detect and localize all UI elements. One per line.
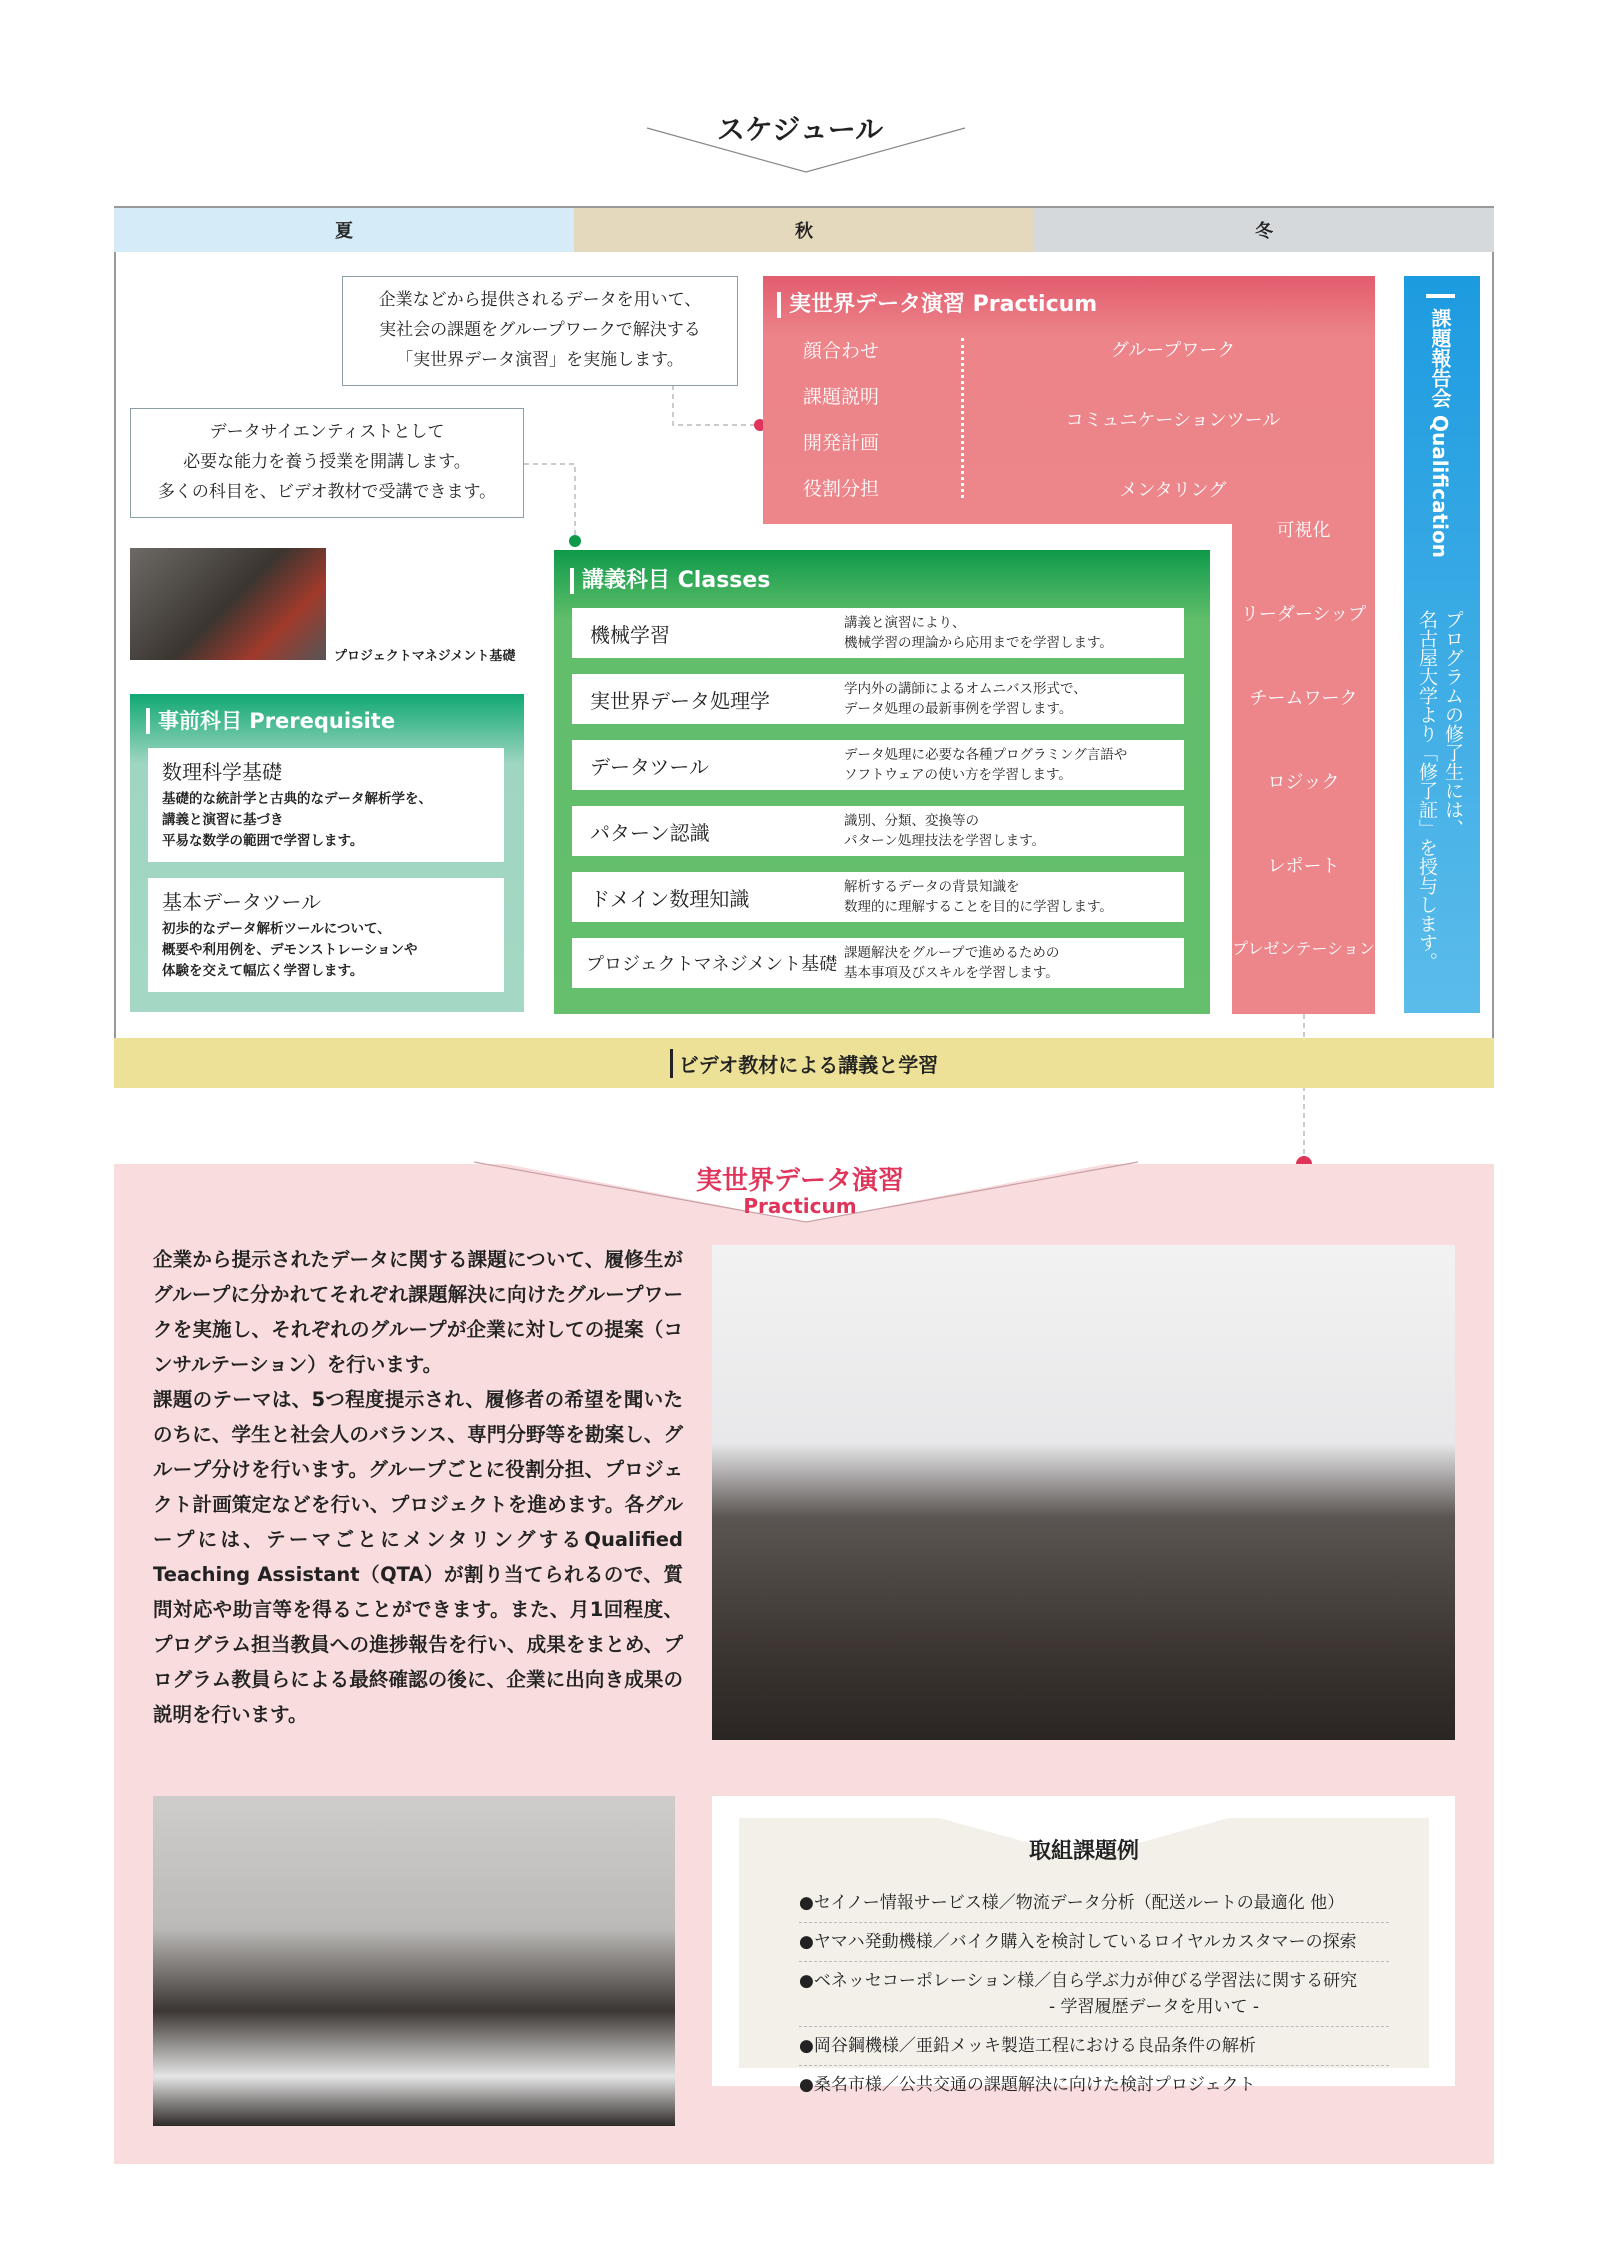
season-autumn: 秋 (574, 208, 1034, 252)
class-name: 機械学習 (590, 622, 670, 647)
example-item: ●セイノー情報サービス様／物流データ分析（配送ルートの最適化 他） (799, 1884, 1389, 1923)
tool-item: グループワーク (1110, 340, 1236, 361)
qualification-text-2: 名古屋大学より「修了証」を授与します。 (1416, 610, 1438, 971)
season-winter: 冬 (1034, 208, 1494, 252)
example-item: ●ヤマハ発動機様／バイク購入を検討しているロイヤルカスタマーの探索 (799, 1923, 1389, 1962)
example-item: ●桑名市様／公共交通の課題解決に向けた検討プロジェクト (799, 2075, 1256, 2095)
practicum-block (763, 276, 1375, 524)
class-row (572, 938, 1184, 988)
examples-panel (712, 1796, 1455, 2095)
presentation-photo (153, 1796, 675, 2126)
practicum-section-subtitle: Practicum (743, 1194, 857, 1218)
class-desc: 講義と演習により、 機械学習の理論から応用までを学習します。 (844, 615, 1113, 651)
skill-item: レポート (1267, 856, 1340, 877)
class-name: プロジェクトマネジメント基礎 (586, 954, 838, 975)
callout-line: 「実世界データ演習」を実施します。 (396, 350, 684, 370)
skill-item: ロジック (1267, 772, 1340, 793)
example-item: ●岡谷鋼機様／亜鉛メッキ製造工程における良品条件の解析 (799, 2027, 1389, 2066)
step-item: 課題説明 (803, 386, 880, 408)
class-name: 実世界データ処理学 (590, 688, 770, 713)
paragraph: 企業から提示されたデータに関する課題について、履修生がグループに分かれてそれぞれ課題解決に向けたグループワークを実施し、それぞれのグループが企業に対しての提案（コンサルテーション）を行います。 (153, 1248, 683, 1376)
practicum-section-title: 実世界データ演習 (695, 1166, 904, 1196)
skill-item: 可視化 (1276, 520, 1331, 541)
classes-block (554, 550, 1210, 1014)
prereq-desc: 体験を交えて幅広く学習します。 (162, 963, 364, 979)
practicum-callout (342, 276, 738, 386)
qualification-text-1: プログラムの修了生には、 (1442, 610, 1464, 838)
tool-item: コミュニケーションツール (1065, 410, 1281, 431)
qualification-block (1404, 276, 1480, 1013)
prereq-desc: 概要や利用例を、デモンストレーションや (162, 942, 418, 958)
class-row (572, 806, 1184, 856)
callout-line: 必要な能力を養う授業を開講します。 (183, 452, 471, 472)
class-desc: 解析するデータの背景知識を 数理的に理解することを目的に学習します。 (844, 879, 1113, 915)
skill-item: チームワーク (1249, 688, 1358, 709)
skill-item: リーダーシップ (1240, 604, 1367, 625)
season-summer: 夏 (114, 208, 574, 252)
video-bar-label: ビデオ教材による講義と学習 (670, 1049, 939, 1078)
prereq-desc: 基礎的な統計学と古典的なデータ解析学を、 (162, 791, 432, 807)
prerequisite-block (130, 694, 524, 1012)
class-desc: 課題解決をグループで進めるための 基本事項及びスキルを学習します。 (844, 945, 1060, 981)
practicum-description (153, 1242, 683, 1732)
callout-line: 実社会の課題をグループワークで解決する (379, 320, 701, 340)
class-row (572, 740, 1184, 790)
class-row (572, 872, 1184, 922)
prerequisite-item (148, 878, 504, 992)
step-item: 役割分担 (803, 478, 880, 500)
class-row (572, 674, 1184, 724)
example-item: ●ベネッセコーポレーション様／自ら学ぶ力が伸びる学習法に関する研究 (799, 1971, 1358, 1991)
practicum-heading: 実世界データ演習 Practicum (777, 292, 1097, 318)
callout-line: 企業などから提供されるデータを用いて、 (378, 290, 702, 310)
prereq-desc: 講義と演習に基づき (162, 812, 284, 828)
photo-caption: プロジェクトマネジメント基礎 (334, 649, 516, 664)
dotted-divider (961, 338, 964, 498)
prereq-desc: 平易な数学の範囲で学習します。 (162, 833, 364, 849)
group-work-photo (712, 1245, 1455, 1740)
prerequisite-item (148, 748, 504, 862)
class-name: ドメイン数理知識 (590, 886, 750, 911)
skill-item: プレゼンテーション (1232, 939, 1375, 958)
prerequisite-heading: 事前科目 Prerequisite (146, 708, 395, 734)
step-item: 開発計画 (803, 432, 880, 454)
schedule-title: スケジュール (716, 113, 884, 146)
examples-inner (739, 1818, 1429, 2095)
class-name: パターン認識 (590, 820, 710, 845)
skills-list (1232, 516, 1375, 1020)
classes-heading: 講義科目 Classes (570, 568, 770, 594)
practicum-steps (803, 336, 913, 520)
class-desc: 学内外の講師によるオムニバス形式で、 データ処理の最新事例を学習します。 (844, 681, 1087, 717)
classroom-photo-small (130, 548, 326, 660)
tool-item: メンタリング (1119, 480, 1227, 501)
class-desc: 識別、分類、変換等の パターン処理技法を学習します。 (844, 813, 1046, 849)
examples-list (799, 1884, 1389, 2104)
step-item: 顔合わせ (803, 340, 880, 362)
prereq-name: 基本データツール (162, 890, 321, 914)
class-row (572, 608, 1184, 658)
paragraph: 課題のテーマは、5つ程度提示され、履修者の希望を聞いたのちに、学生と社会人のバランス、専門分野等を勘案し、グループ分けを行います。グループごとに役割分担、プロジェクト計画策定などを行い、プロジェクトを進めます。各グループには、テーマごとにメンタリングするQualified Teaching Assistant（QTA）が割り当てられるので、質問対応や助言等を得ることができます。また、月1回程度、プログラム担当教員への進捗報告を行い、成果をまとめ、プログラム教員らによる最終確認の後に、企業に出向き成果の説明を行います。 (153, 1388, 683, 1726)
video-learning-bar (114, 1038, 1494, 1088)
example-item-sub: - 学習履歴データを用いて - (799, 1994, 1389, 2027)
qualification-heading: 課題報告会 Qualification (1426, 294, 1455, 558)
classes-callout (130, 408, 524, 518)
prereq-desc: 初歩的なデータ解析ツールについて、 (162, 921, 391, 937)
examples-title: 取組課題例 (1028, 1839, 1139, 1864)
prereq-name: 数理科学基礎 (162, 760, 282, 784)
class-name: データツール (590, 754, 709, 779)
class-desc: データ処理に必要な各種プログラミング言語や ソフトウェアの使い方を学習します。 (844, 747, 1128, 783)
callout-line: 多くの科目を、ビデオ教材で受講できます。 (157, 482, 497, 502)
practicum-tools (973, 336, 1373, 522)
callout-line: データサイエンティストとして (209, 422, 445, 442)
